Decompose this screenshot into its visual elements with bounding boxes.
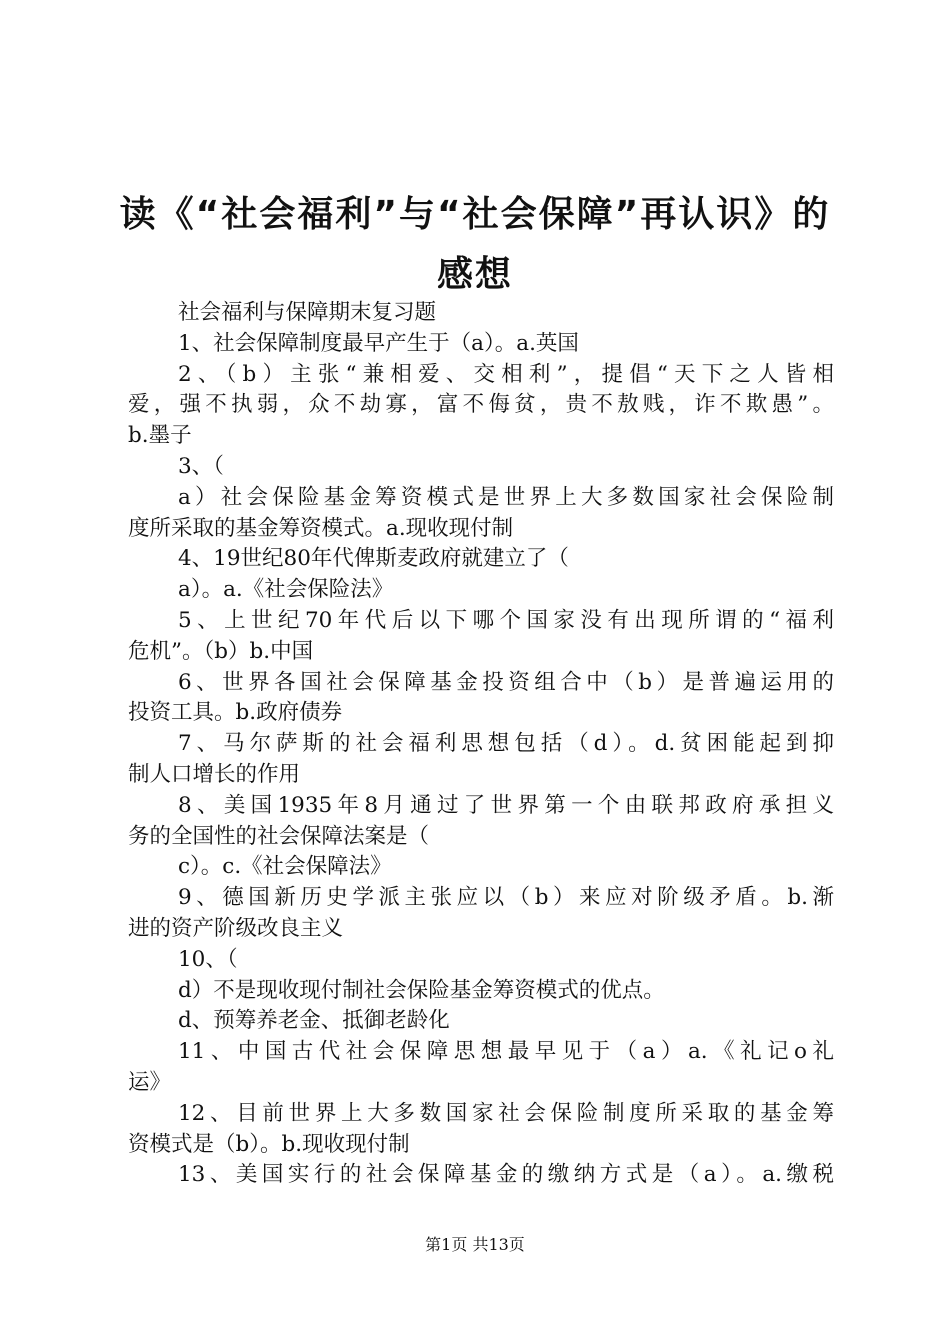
paragraph-line: 社会福利与保障期末复习题 [178, 300, 437, 325]
paragraph-line: b.墨子 [128, 423, 192, 449]
paragraph-line: 10、（ [178, 946, 238, 972]
paragraph-line: 2、（b）主张“兼相爱、交相利”，提倡“天下之人皆相 [178, 361, 834, 387]
paragraph-line: 度所采取的基金筹资模式。a.现收现付制 [128, 515, 514, 541]
paragraph-line: d）不是现收现付制社会保险基金筹资模式的优点。 [178, 977, 665, 1003]
paragraph-line: 进的资产阶级改良主义 [128, 915, 344, 941]
paragraph-line: 8、美国1935年8月通过了世界第一个由联邦政府承担义 [178, 792, 834, 818]
page-number: 第1页 共13页 [425, 1235, 525, 1254]
paragraph-line: 11、中国古代社会保障思想最早见于（a）a.《礼记o礼 [178, 1039, 834, 1065]
paragraph-line: 危机”。（b）b.中国 [128, 638, 314, 664]
paragraph-line: 13、美国实行的社会保障基金的缴纳方式是（a）。a.缴税 [178, 1162, 834, 1188]
paragraph-line: 务的全国性的社会保障法案是（ [128, 823, 430, 849]
paragraph-line: c）。c.《社会保障法》 [178, 854, 392, 880]
paragraph-line: d、预筹养老金、抵御老龄化 [178, 1008, 450, 1034]
paragraph-line: 9、德国新历史学派主张应以（b）来应对阶级矛盾。b.渐 [178, 885, 834, 911]
paragraph-line: 资模式是（b）。b.现收现付制 [128, 1131, 410, 1157]
paragraph-line: a）。a.《社会保险法》 [178, 577, 394, 603]
paragraph-line: 投资工具。b.政府债券 [128, 700, 343, 726]
paragraph-line: 12、目前世界上大多数国家社会保险制度所采取的基金筹 [178, 1100, 834, 1126]
paragraph-line: 7、马尔萨斯的社会福利思想包括（d）。d.贫困能起到抑 [178, 731, 834, 757]
paragraph-line: 1、社会保障制度最早产生于（a）。a.英国 [178, 330, 579, 356]
document-title-line-2: 感想 [436, 254, 513, 295]
paragraph-line: 运》 [128, 1069, 172, 1095]
paragraph-line: a）社会保险基金筹资模式是世界上大多数国家社会保险制 [178, 484, 834, 510]
paragraph-line: 4、19世纪80年代俾斯麦政府就建立了（ [178, 546, 569, 572]
paragraph-line: 爱，强不执弱，众不劫寡，富不侮贫，贵不敖贱，诈不欺愚”。 [128, 392, 834, 418]
paragraph-line: 3、（ [178, 453, 224, 479]
paragraph-line: 5、上世纪70年代后以下哪个国家没有出现所谓的“福利 [178, 607, 834, 633]
document-title-line-1: 读《“社会福利”与“社会保障”再认识》的 [119, 194, 831, 235]
paragraph-line: 6、世界各国社会保障基金投资组合中（b）是普遍运用的 [178, 669, 834, 695]
paragraph-line: 制人口增长的作用 [128, 761, 301, 787]
document-body [128, 298, 834, 1191]
